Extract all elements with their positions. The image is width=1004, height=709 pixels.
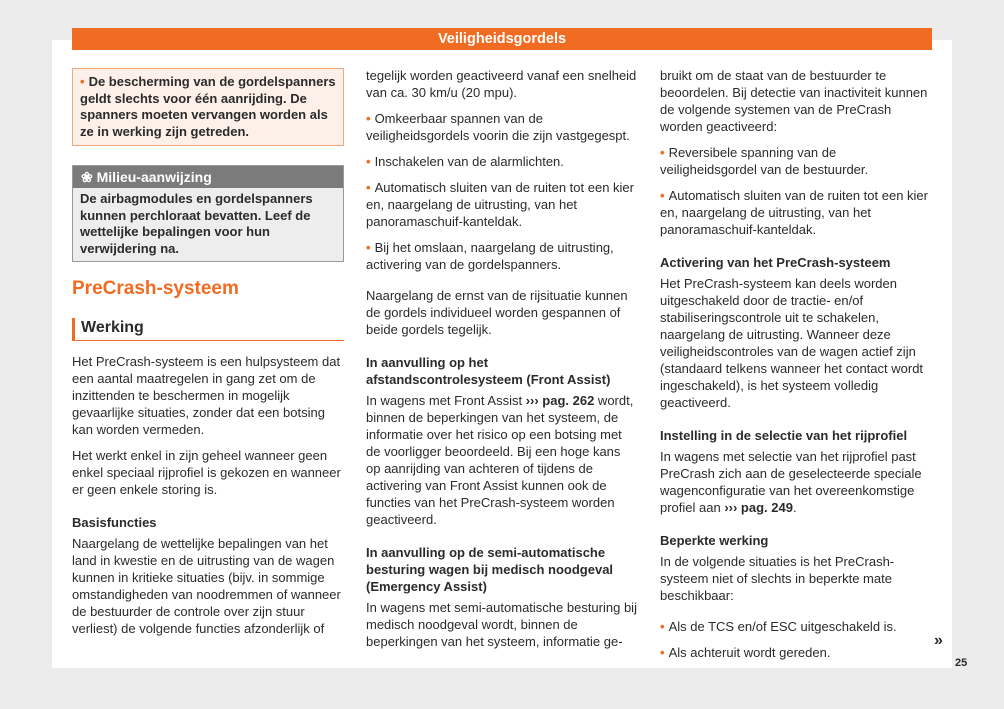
list-item: • Inschakelen van de alarmlichten.	[366, 154, 564, 169]
paragraph: Het PreCrash-systeem is een hulpsysteem dat een aantal maatregelen in gang zet om de inzittenden te beschermen in mogelijk gevaarlijke situaties, zonder dat een botsing kan worden vermeden.	[72, 354, 341, 437]
next-page-icon[interactable]: »	[934, 632, 943, 649]
list-item: • Automatisch sluiten van de ruiten tot een kier en, naargelang de uitrusting, van het panoramaschuif-kanteldak.	[366, 180, 634, 229]
flower-icon: ❀	[81, 169, 93, 185]
column-3	[660, 67, 932, 670]
paragraph: Het PreCrash-systeem kan deels worden uitgeschakeld door de tractie- en/of stabiliseringscontrole uit te schakelen, naargelang de uitrusting. Wanneer deze veiligheidscontroles van de wagen actief zijn (standaard telkens wanneer het contact wordt ingeschakeld), is het systeem volledig geactiveerd.	[660, 276, 924, 410]
list-item: • Reversibele spanning van de veiligheidsgordel van de bestuurder.	[660, 145, 869, 177]
list-item: • Omkeerbaar spannen van de veiligheidsgordels voorin die zijn vastgegespt.	[366, 111, 630, 143]
heading-basisfuncties: Basisfuncties	[72, 515, 157, 530]
paragraph: In wagens met semi-automatische besturing bij medisch noodgeval wordt, binnen de beperkingen van het systeem, informatie ge-	[366, 600, 637, 649]
page-reference-link[interactable]: ››› pag. 249	[724, 500, 793, 515]
environment-note-text: De airbagmodules en gordelspanners kunnen perchloraat bevatten. Leef de wettelijke bepalingen voor hun verwijdering na.	[73, 188, 343, 261]
page-reference-link[interactable]: ››› pag. 262	[525, 393, 595, 408]
paragraph: Het werkt enkel in zijn geheel wanneer geen enkel speciaal rijprofiel is gekozen en wanneer er geen enkele storing is.	[72, 448, 341, 497]
paragraph: In wagens met Front Assist ››› pag. 262 wordt, binnen de beperkingen van het systeem, de informatie over het risico op een botsing met de voorligger beoordeeld. Bij een hoge kans op aanrijding van achteren of tijdens de activering van Front Assist kunnen ook de functies van het PreCrash-systeem worden geactiveerd.	[366, 393, 634, 527]
column-1	[72, 68, 344, 262]
section-title: PreCrash-systeem	[72, 278, 239, 299]
heading-instelling: Instelling in de selectie van het rijprofiel	[660, 428, 908, 443]
paragraph: In de volgende situaties is het PreCrash-systeem niet of slechts in beperkte mate beschikbaar:	[660, 554, 895, 603]
list-item: • Automatisch sluiten van de ruiten tot een kier en, naargelang de uitrusting, van het panoramaschuif-kanteldak.	[660, 188, 928, 237]
subsection-title: Werking	[72, 318, 344, 341]
chapter-header: Veiligheidsgordels	[72, 28, 932, 50]
heading-beperkte-werking: Beperkte werking	[660, 533, 769, 548]
heading-activering: Activering van het PreCrash-systeem	[660, 255, 891, 270]
column-1-body	[72, 353, 344, 646]
list-item: • Als de TCS en/of ESC uitgeschakeld is.	[660, 619, 897, 634]
environment-note-title: Milieu-aanwijzing	[96, 169, 212, 185]
warning-text: De bescherming van de gordelspanners geldt slechts voor één aanrijding. De spanners moeten vervangen worden als ze in werking zijn getreden.	[80, 74, 336, 139]
list-item: • Bij het omslaan, naargelang de uitrusting, activering van de gordelspanners.	[366, 240, 614, 272]
paragraph: Naargelang de wettelijke bepalingen van het land in kwestie en de uitrusting van de wagen kunnen in kritieke situaties (bijv. in sommige omstandigheden van noodremmen of wanneer de bestuurder de controle over zijn stuur verliest) de volgende functies afzonderlijk of	[72, 536, 341, 636]
environment-note	[72, 165, 344, 262]
paragraph: tegelijk worden geactiveerd vanaf een snelheid van ca. 30 km/u (20 mpu).	[366, 68, 637, 100]
heading-front-assist: In aanvulling op het afstandscontrolesysteem (Front Assist)	[366, 355, 611, 387]
paragraph: In wagens met selectie van het rijprofiel past PreCrash zich aan de geselecteerde speciale wagenconfiguratie van het overeenkomstige profiel aan ››› pag. 249.	[660, 449, 922, 515]
page-number: 25	[955, 657, 968, 669]
paragraph: bruikt om de staat van de bestuurder te beoordelen. Bij detectie van inactiviteit kunnen de volgende systemen van de PreCrash worden geactiveerd:	[660, 68, 928, 134]
warning-box	[72, 68, 344, 146]
heading-emergency-assist: In aanvulling op de semi-automatische besturing wagen bij medisch noodgeval (Emergency Assist)	[366, 545, 614, 594]
list-item: • Als achteruit wordt gereden.	[660, 645, 831, 660]
environment-note-header	[73, 166, 343, 188]
column-2	[366, 67, 638, 659]
bullet-icon: •	[80, 74, 85, 89]
paragraph: Naargelang de ernst van de rijsituatie kunnen de gordels individueel worden gespannen of beide gordels tegelijk.	[366, 288, 628, 337]
